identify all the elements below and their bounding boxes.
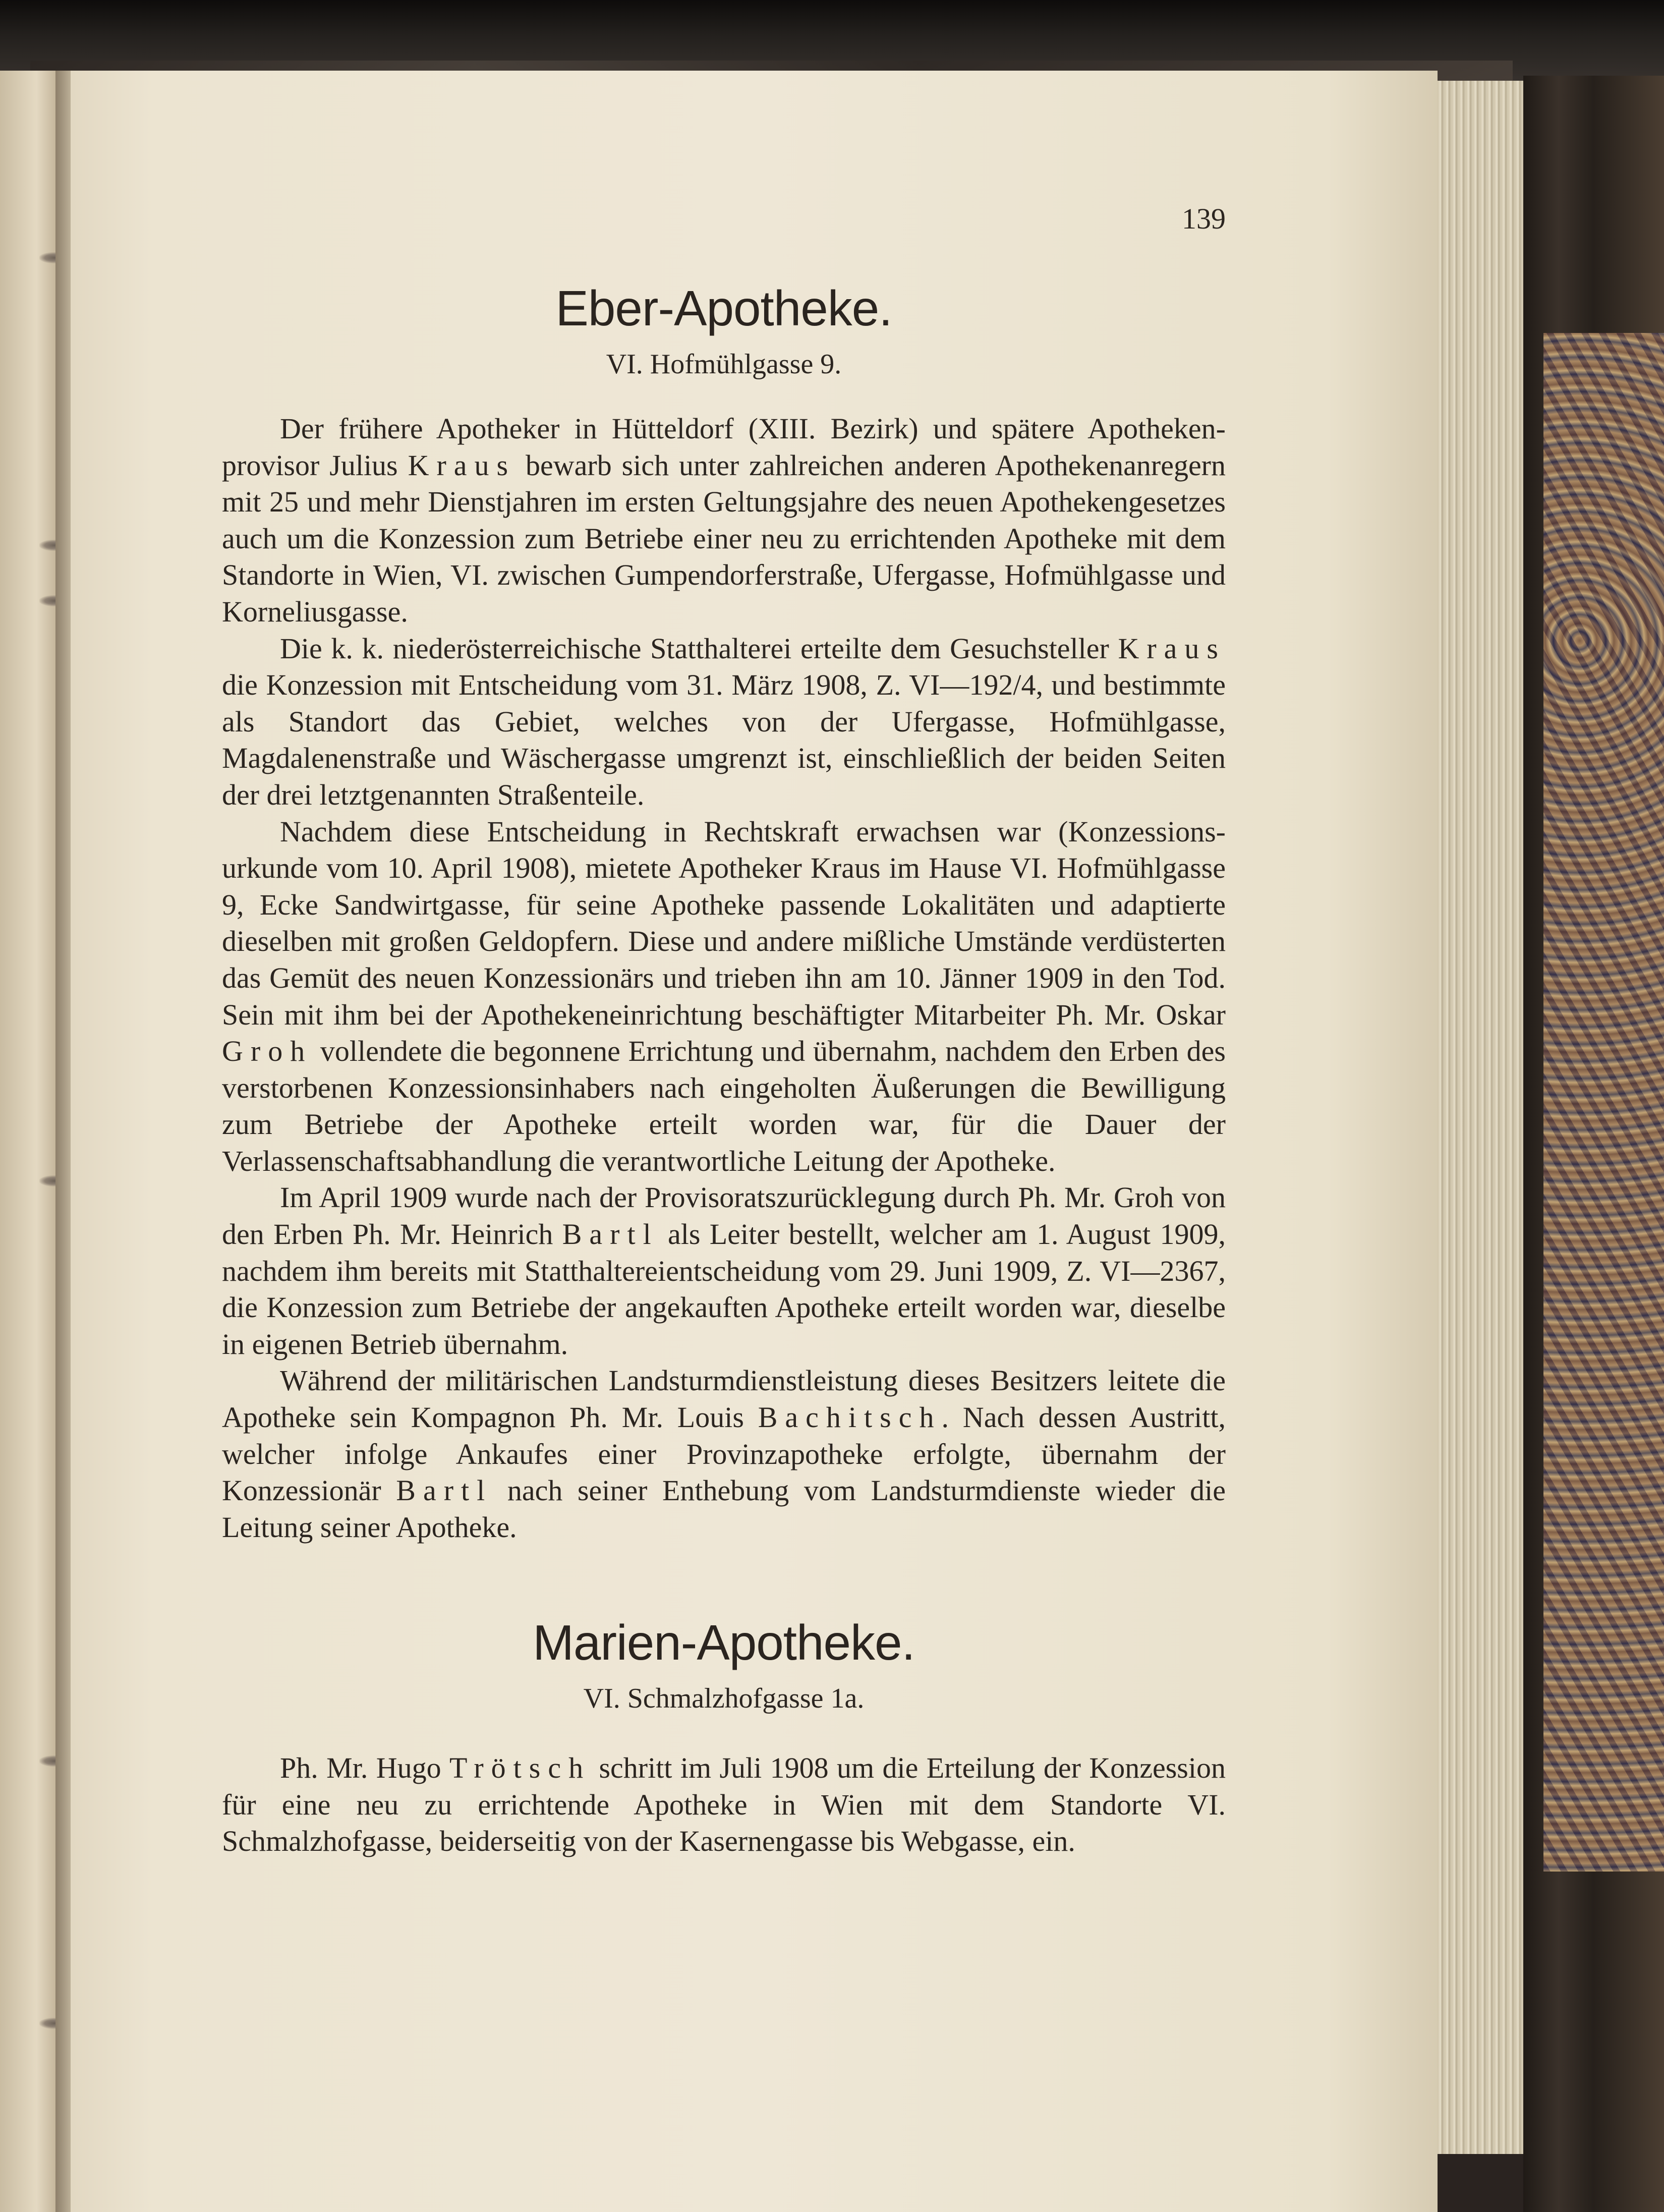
page-number: 139: [1182, 202, 1226, 235]
spaced-name: Groh: [222, 1035, 313, 1068]
text-run: vollendete die begonnene Errichtung und übernahm, nachdem den Erben des verstorbenen Konzessionsinhabers nach eingeholten Äußerungen die Bewilligung zum Betriebe der Apotheke erteilt worden war, für die Dauer der Verlassenschaftsabhandlung die verantwortliche Leitung der Apotheke.: [222, 1035, 1226, 1177]
text-run: Der frühere Apotheker in Hütteldorf (XIII. Bezirk) und spätere Apothekenprovisor Julius: [222, 412, 1226, 482]
marbled-endpaper: [1543, 333, 1664, 1871]
text-run: Nachdem diese Entscheidung in Rechtskraft erwachsen war (Konzessionsurkunde vom 10. April 1908), mietete Apotheker Kraus im Hause VI. Hofmühlgasse 9, Ecke Sandwirtgasse, für seine Apotheke passende Lokalitäten und adaptierte dieselben mit großen Geldopfern. Diese und andere mißliche Umstände verdüsterten das Gemüt des neuen Konzessionärs und trieben ihn am 10. Jänner 1909 in den Tod. Sein mit ihm bei der Apothekeneinrichtung beschäftigter Mitarbeiter Ph. Mr. Oskar: [222, 815, 1226, 1031]
text-run: Während der militärischen Landsturmdienstleistung dieses Besitzers leitete die Apotheke sein Kompagnon Ph. Mr. Louis: [222, 1364, 1226, 1434]
paragraph: [222, 1750, 1226, 1860]
spaced-name: Bartl: [396, 1474, 493, 1507]
paragraph: [222, 411, 1226, 631]
spaced-name: Bartl: [562, 1218, 659, 1251]
text-run: als Leiter bestellt, welcher am 1. August 1909, nachdem ihm bereits mit Statthaltereientscheidung vom 29. Juni 1909, Z. VI—2367, die Konzession zum Betriebe der angekauften Apotheke erteilt worden war, dieselbe in eigenen Betrieb übernahm.: [222, 1218, 1226, 1360]
paragraph: [222, 631, 1226, 814]
text-run: . Nach dessen Austritt, welcher infolge Ankaufes einer Provinzapotheke erfolgte, übernahm der Konzessionär: [222, 1401, 1226, 1507]
spaced-name: Kraus: [408, 448, 516, 482]
text-run: die Konzession mit Entscheidung vom 31. März 1908, Z. VI—192/4, und bestimmte als Standort das Gebiet, welches von der Ufergasse, Hofmühlgasse, Magdalenenstraße und Wäschergasse umgrenzt ist, einschließlich der beiden Seiten der drei letztgenannten Straßenteile.: [222, 668, 1226, 811]
section-title: Eber-Apotheke.: [555, 280, 892, 336]
section-marien-apotheke: [222, 1614, 1226, 1860]
previous-page-edge: [0, 71, 61, 2212]
section-title: Marien-Apotheke.: [533, 1615, 915, 1670]
text-run: schritt im Juli 1908 um die Erteilung der Konzession für eine neu zu errichtende Apotheke in Wien mit dem Standorte VI. Schmalzhofgasse, beiderseitig von der Kasernengasse bis Webgasse, ein.: [222, 1751, 1226, 1858]
section-eber-apotheke: [222, 280, 1226, 1546]
text-run: Die k. k. niederösterreichische Statthalterei erteilte dem Gesuchsteller: [280, 632, 1118, 665]
paragraph: [222, 814, 1226, 1180]
section-address: VI. Hofmühlgasse 9.: [606, 349, 842, 380]
spaced-name: Trötsch: [449, 1751, 591, 1784]
text-run: nach seiner Enthebung vom Landsturmdienste wieder die Leitung seiner Apotheke.: [222, 1474, 1226, 1544]
section-address: VI. Schmalzhofgasse 1a.: [583, 1683, 865, 1714]
paragraph: [222, 1179, 1226, 1363]
text-run: Ph. Mr. Hugo: [280, 1751, 449, 1784]
spaced-name: Kraus: [1118, 632, 1226, 665]
paragraph: [222, 1363, 1226, 1546]
spaced-name: Bachitsch: [758, 1401, 942, 1434]
text-run: Im April 1909 wurde nach der Provisoratszurücklegung durch Ph. Mr. Groh von den Erben Ph. Mr. Heinrich: [222, 1181, 1226, 1251]
page-stack-edge: [1438, 81, 1523, 2154]
text-run: bewarb sich unter zahlreichen anderen Apothekenanregern mit 25 und mehr Dienstjahren im ersten Geltungsjahre des neuen Apothekengesetzes auch um die Konzession zum Betriebe einer neu zu errichtenden Apotheke mit dem Standorte in Wien, VI. zwischen Gumpendorferstraße, Ufergasse, Hofmühlgasse und Korneliusgasse.: [222, 448, 1226, 628]
